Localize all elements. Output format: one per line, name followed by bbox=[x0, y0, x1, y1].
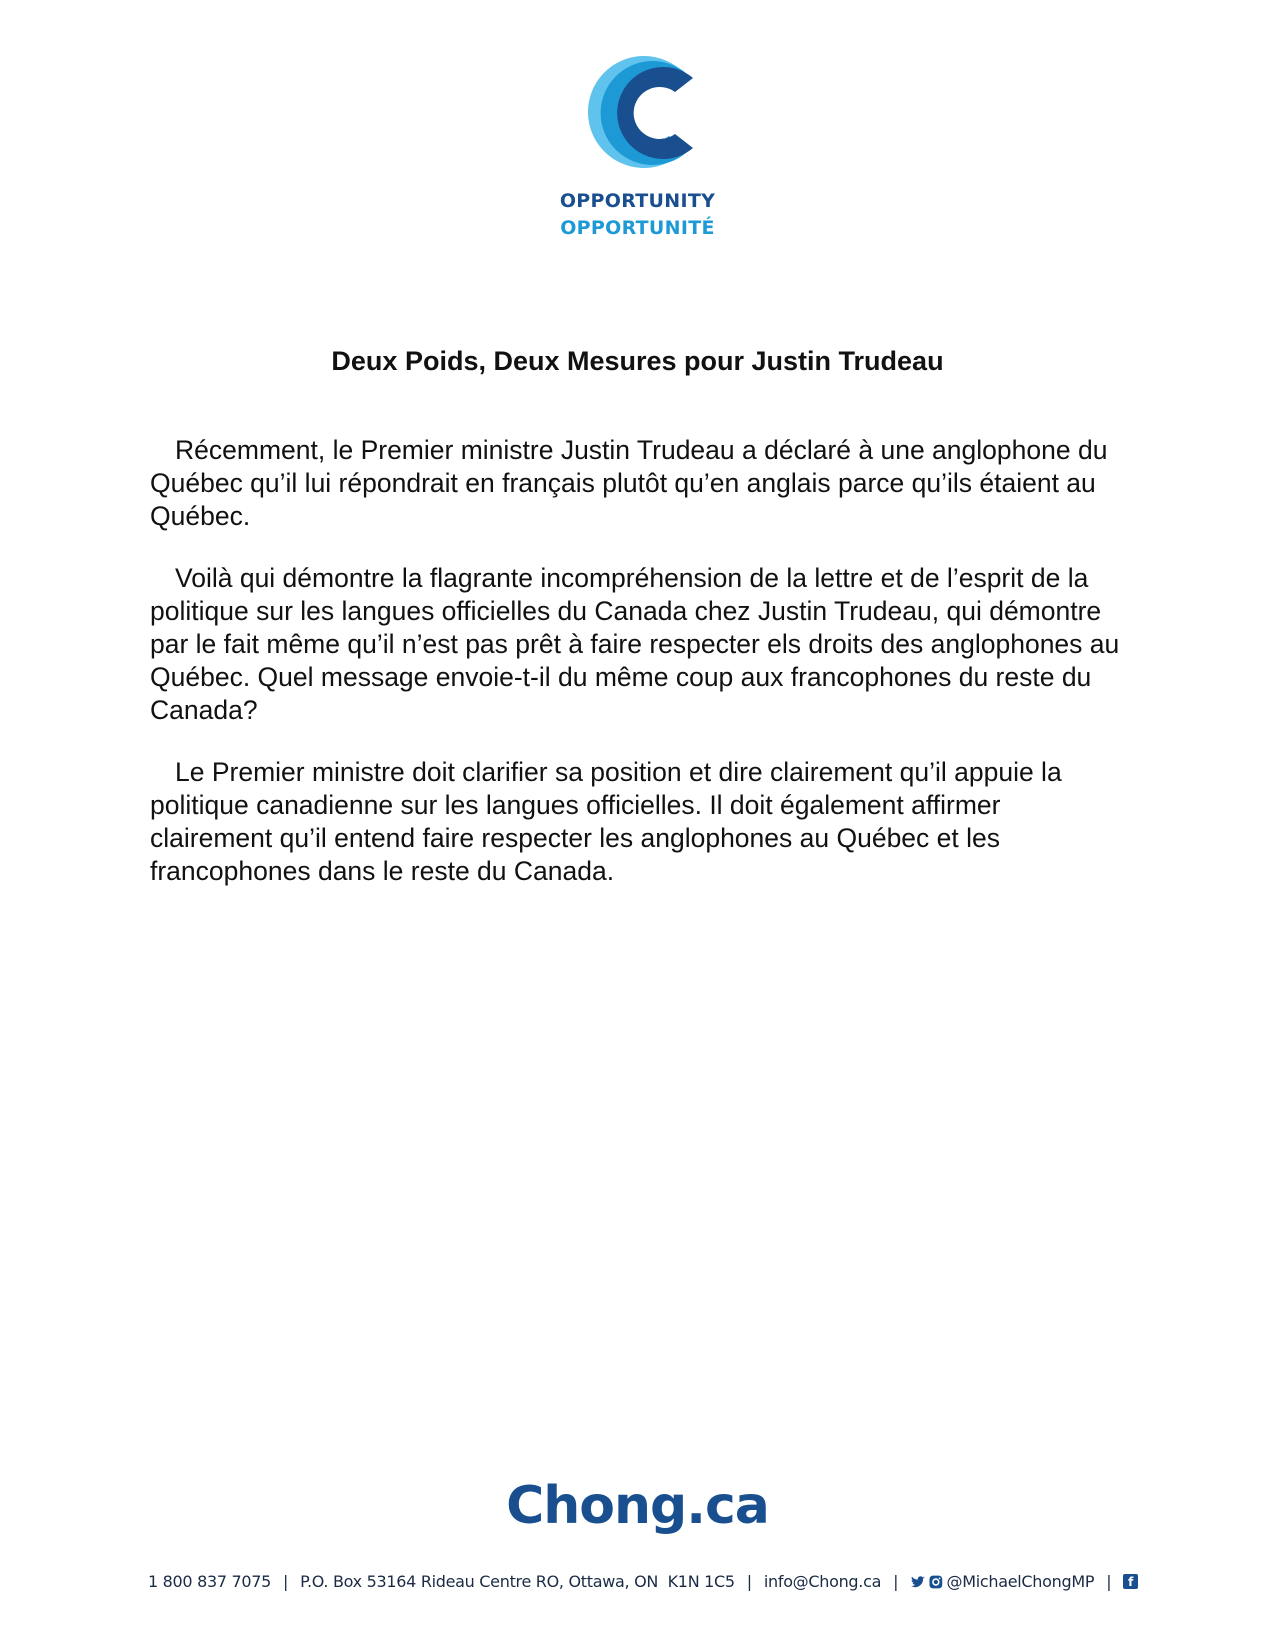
document-body bbox=[150, 434, 1130, 917]
footer-contact-bar bbox=[148, 1572, 1138, 1591]
footer-divider: | bbox=[746, 1572, 752, 1591]
c-logo-icon bbox=[577, 48, 699, 176]
paragraph: Le Premier ministre doit clarifier sa position et dire clairement qu’il appuie la politique canadienne sur les langues officielles. Il doit également affirmer clairement qu’il entend faire respecter les anglophones au Québec et les francophones dans le reste du Canada. bbox=[150, 757, 1062, 886]
instagram-icon[interactable] bbox=[928, 1574, 944, 1590]
paragraph: Récemment, le Premier ministre Justin Trudeau a déclaré à une anglophone du Québec qu’il lui répondrait en français plutôt qu’en anglais parce qu’ils étaient au Québec. bbox=[150, 435, 1108, 531]
tagline-english: OPPORTUNITY bbox=[559, 190, 716, 212]
footer-phone: 1 800 837 7075 bbox=[148, 1572, 272, 1591]
facebook-icon[interactable]: f bbox=[1123, 1574, 1138, 1589]
header-logo bbox=[0, 48, 1275, 242]
twitter-icon[interactable] bbox=[910, 1574, 926, 1590]
site-logo: Chong.ca bbox=[506, 1476, 769, 1536]
footer-divider: | bbox=[1106, 1572, 1112, 1591]
paragraph: Voilà qui démontre la flagrante incompréhension de la lettre et de l’esprit de la politique sur les langues officielles du Canada chez Justin Trudeau, qui démontre par le fait même qu’il n’est pas prêt à faire respecter els droits des anglophones au Québec. Quel message envoie-t-il du même coup aux francophones du reste du Canada? bbox=[150, 563, 1120, 725]
footer-social-handle[interactable]: @MichaelChongMP bbox=[946, 1572, 1095, 1591]
footer-divider: | bbox=[283, 1572, 289, 1591]
tagline-french: OPPORTUNITÉ bbox=[560, 217, 715, 239]
footer-address: P.O. Box 53164 Rideau Centre RO, Ottawa, ON K1N 1C5 bbox=[300, 1572, 735, 1591]
footer-divider: | bbox=[893, 1572, 899, 1591]
footer-email[interactable]: info@Chong.ca bbox=[763, 1572, 882, 1591]
document-title: Deux Poids, Deux Mesures pour Justin Trudeau bbox=[331, 346, 944, 376]
